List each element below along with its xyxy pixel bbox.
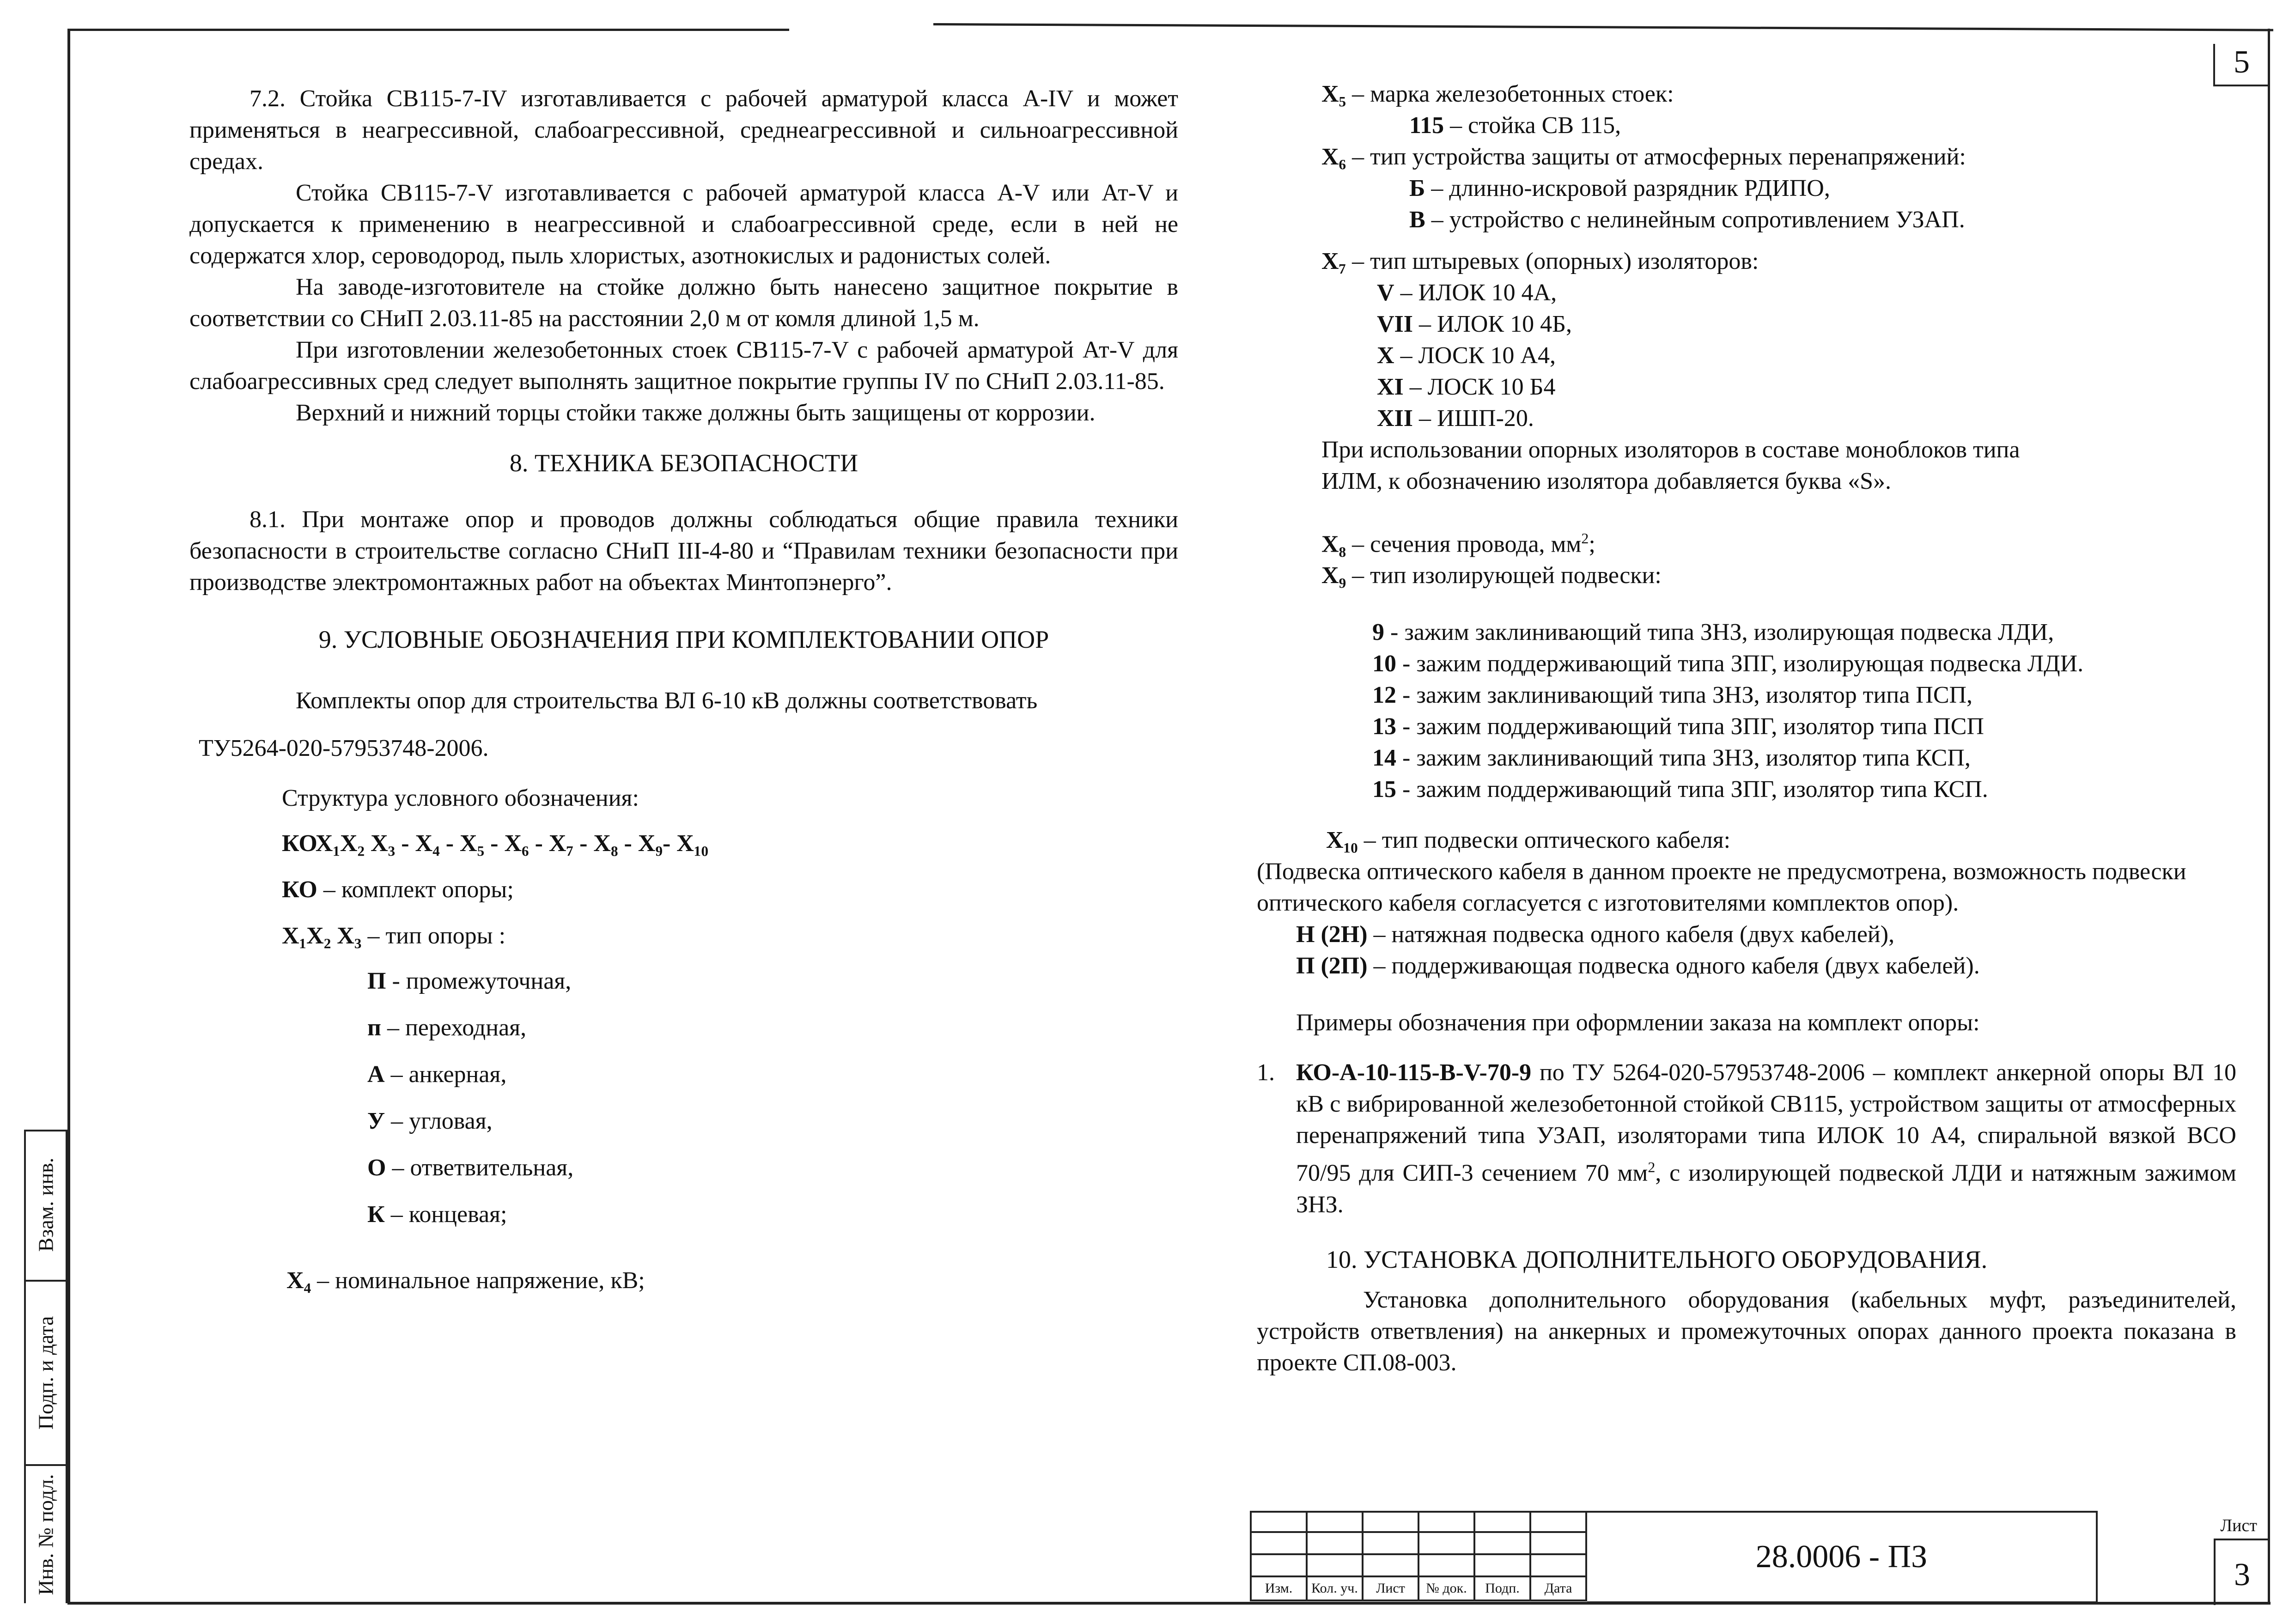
x123-definition: Х₁Х₂ Х₃ – тип опоры :	[282, 923, 506, 949]
stamp-vzam-inv	[24, 1130, 67, 1282]
list-item: О – ответвительная,	[367, 1155, 574, 1181]
para-9-c: Структура условного обозначения:	[282, 785, 639, 811]
page-number: 5	[2213, 44, 2268, 86]
stamp-inv-podl	[24, 1466, 67, 1603]
example-1: 1. КО-А-10-115-В-V-70-9 по ТУ 5264-020-57953748-2006 – комплект анкерной опоры ВЛ 10 кВ с вибрированной железобетонной стойкой СВ115, устройством защиты от атмосферных перенапряжений типа УЗАП, изоляторами типа ИЛОК 10 А4, спиральной вязкой ВСО 70/95 для СИП-3 сечением 70 $мм^2$, с изолирующей подвеской ЛДИ и натяжным зажимом ЗНЗ.	[1257, 1057, 2236, 1220]
list-item: 10 - зажим поддерживающий типа ЗПГ, изолирующая подвеска ЛДИ.	[1372, 651, 2084, 677]
para-9-a: Комплекты опор для строительства ВЛ 6-10 кВ должны соответствовать	[296, 687, 1038, 714]
example-code: КО-А-10-115-В-V-70-9	[1296, 1059, 1532, 1086]
para-ilm: При использовании опорных изоляторов в составе моноблоков типа ИЛМ, к обозначению изолятора добавляется буква «S».	[1321, 437, 2020, 494]
para-9-b: ТУ5264-020-57953748-2006.	[199, 735, 489, 761]
list-item: 13 - зажим поддерживающий типа ЗПГ, изолятор типа ПСП	[1372, 713, 1984, 740]
x6-value-v: В – устройство с нелинейным сопротивлением УЗАП.	[1409, 207, 1965, 233]
ko-code: КО	[282, 876, 317, 903]
para-7-2-a: 7.2. Стойка СВ115-7-IV изготавливается с рабочей арматурой класса А-IV и может применяться в неагрессивной, слабоагрессивной, среднеагрессивной и сильноагрессивной средах.	[189, 85, 1178, 175]
sheet-cell	[2098, 1511, 2269, 1603]
title-block	[1250, 1511, 2269, 1603]
para-7-2-c: На заводе-изготовителе на стойке должно быть нанесено защитное покрытие в соответствии со СНиП 2.03.11-85 на расстоянии 2,0 м от комля длиной 1,5 м.	[189, 274, 1178, 332]
list-item: У – угловая,	[367, 1108, 493, 1134]
heading-10: 10. УСТАНОВКА ДОПОЛНИТЕЛЬНОГО ОБОРУДОВАНИЯ.	[1326, 1245, 1988, 1273]
para-8-1: 8.1. При монтаже опор и проводов должны соблюдаться общие правила техники безопасности в строительстве согласно СНиП III-4-80 и “Правилам техники безопасности при производстве электромонтажных работ на объектах Минтопэнерго”.	[189, 506, 1178, 596]
example-number: 1.	[1257, 1059, 1275, 1086]
right-column	[1257, 83, 2236, 1379]
insulator-list	[1257, 277, 2236, 434]
support-types-list	[189, 966, 1178, 1230]
x7-definition: Х₇ – тип штыревых (опорных) изоляторов:	[1321, 248, 1759, 274]
list-item: X – ЛОСК 10 А4,	[1377, 342, 1556, 369]
formula-head: КОХ	[282, 830, 333, 857]
para-10: Установка дополнительного оборудования (кабельных муфт, разъединителей, устройств ответвления) на анкерных и промежуточных опорах данного проекта показана в проекте СП.08-003.	[1257, 1286, 2236, 1376]
optic-n: Н (2Н) – натяжная подвеска одного кабеля (двух кабелей),	[1296, 921, 1895, 948]
list-item: XI – ЛОСК 10 Б4	[1377, 374, 1556, 400]
frame-left	[67, 29, 70, 1602]
suspension-list	[1257, 617, 2236, 805]
frame-top-left	[68, 29, 789, 31]
left-column	[189, 83, 1178, 1296]
list-item: П - промежуточная,	[367, 968, 572, 994]
x10-definition: Х₁₀ – тип подвески оптического кабеля:	[1326, 827, 1731, 854]
list-item: 14 - зажим заклинивающий типа ЗНЗ, изолятор типа КСП,	[1372, 745, 1971, 772]
side-stamp	[24, 1130, 67, 1603]
list-item: 15 - зажим поддерживающий типа ЗПГ, изолятор типа КСП.	[1372, 776, 1988, 803]
list-item: 9 - зажим заклинивающий типа ЗНЗ, изолирующая подвеска ЛДИ,	[1372, 619, 2054, 646]
heading-8: 8. ТЕХНИКА БЕЗОПАСНОСТИ	[509, 449, 858, 477]
x6-definition: Х₆ – тип устройства защиты от атмосферных перенапряжений:	[1321, 144, 1966, 170]
para-7-2-d: При изготовлении железобетонных стоек СВ115-7-V с рабочей арматурой Ат-V для слабоагрессивных сред следует выполнять защитное покрытие группы IV по СНиП 2.03.11-85.	[189, 337, 1178, 395]
document-id: 28.0006 - ПЗ	[1587, 1511, 2098, 1603]
stamp-vzam-inv-label: Взам. инв.	[34, 1157, 58, 1252]
x5-value: 115 – стойка СВ 115,	[1409, 112, 1621, 139]
x5-definition: Х₅ – марка железобетонных стоек:	[1321, 81, 1674, 107]
x4-definition: Х₄ – номинальное напряжение, кВ;	[286, 1267, 645, 1294]
tb-label-podp: Подп.	[1474, 1576, 1530, 1600]
list-item: V – ИЛОК 10 4А,	[1377, 280, 1557, 306]
para-optic: (Подвеска оптического кабеля в данном проекте не предусмотрена, возможность подвески оптического кабеля согласуется с изготовителями комплектов опор).	[1257, 858, 2186, 917]
revision-table	[1250, 1511, 1587, 1601]
para-7-2-b: Стойка СВ115-7-V изготавливается с рабочей арматурой класса А-V или Ат-V и допускается к применению в неагрессивной и слабоагрессивной среде, если в ней не содержатся хлор, сероводород, пыль хлористых, азотнокислых и радонистых солей.	[189, 180, 1178, 269]
tb-label-n-dok: № док.	[1418, 1576, 1474, 1600]
x8-definition: Х₈ – сечения провода, $мм^2$;	[1321, 530, 1595, 558]
tb-label-list: Лист	[1363, 1576, 1418, 1600]
list-item: VII – ИЛОК 10 4Б,	[1377, 311, 1572, 337]
examples-title: Примеры обозначения при оформлении заказа на комплект опоры:	[1296, 1010, 1980, 1036]
stamp-podp-data	[24, 1282, 67, 1466]
x9-definition: Х₉ – тип изолирующей подвески:	[1321, 562, 1662, 589]
para-7-2-e: Верхний и нижний торцы стойки также должны быть защищены от коррозии.	[296, 400, 1096, 426]
list-item: п – переходная,	[367, 1015, 527, 1041]
list-item: К – концевая;	[367, 1201, 507, 1228]
stamp-podp-data-label: Подп. и дата	[34, 1316, 58, 1430]
list-item: XII – ИШП-20.	[1377, 405, 1534, 432]
x4-text: – номинальное напряжение, кВ;	[311, 1267, 645, 1294]
optic-p: П (2П) – поддерживающая подвеска одного кабеля (двух кабелей).	[1296, 953, 1980, 979]
x6-value-b: Б – длинно-искровой разрядник РДИПО,	[1409, 175, 1830, 201]
list-item: 12 - зажим заклинивающий типа ЗНЗ, изолятор типа ПСП,	[1372, 682, 1973, 709]
ko-definition	[189, 874, 1178, 906]
frame-right	[2268, 29, 2270, 1604]
frame-top-right	[933, 23, 2273, 31]
list-item: А – анкерная,	[367, 1061, 507, 1088]
sheet-label: Лист	[2220, 1516, 2257, 1535]
tb-label-izm: Изм.	[1251, 1576, 1307, 1600]
ko-text: – комплект опоры;	[317, 876, 514, 903]
tb-label-data: Дата	[1530, 1576, 1586, 1600]
sheet-number: 3	[2214, 1539, 2269, 1605]
tb-label-kol-uch: Кол. уч.	[1307, 1576, 1363, 1600]
stamp-inv-podl-label: Инв. № подл.	[34, 1474, 58, 1595]
structure-formula: КОХ₁Х₂ Х₃ - Х₄ - Х₅ - Х₆ - Х₇ - Х₈ - Х₉- Х₁₀	[282, 830, 709, 857]
heading-9: 9. УСЛОВНЫЕ ОБОЗНАЧЕНИЯ ПРИ КОМПЛЕКТОВАНИИ ОПОР	[318, 626, 1049, 653]
x123-text: – тип опоры :	[361, 923, 506, 949]
